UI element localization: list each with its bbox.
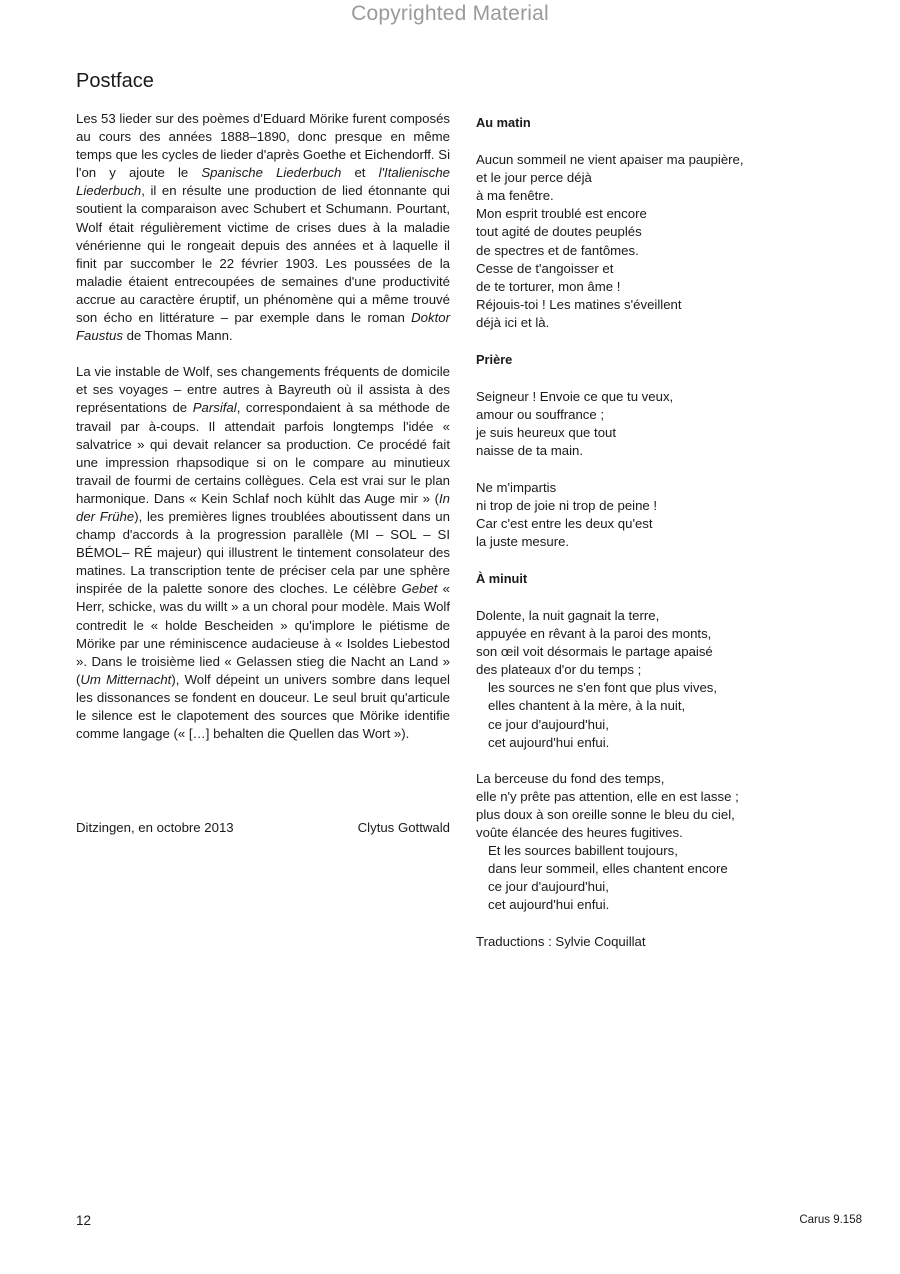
poem-line: je suis heureux que tout (476, 425, 617, 441)
italic-title: Um Mitternacht (80, 671, 172, 687)
italic-title: In der Frühe (76, 490, 450, 524)
poem-line: appuyée en rêvant à la paroi des monts, (476, 626, 712, 642)
poem-line: Aucun sommeil ne vient apaiser ma paupière, (476, 152, 744, 168)
poem (476, 114, 806, 332)
text-run: , correspondaient à sa méthode de travail par à-coups. Il attendait parfois longtemps l'idée « salvatrice » qui devait relancer sa production. Ce procédé fait une impression rhapsodique si on le compare au minutieux travail de fourmi de certains collègues. Cela est vrai sur le plan harmonique. Dans « Kein Schlaf noch kühlt das Auge mir » ( (76, 400, 450, 506)
catalog-reference: Carus 9.158 (799, 1214, 862, 1226)
page-number: 12 (76, 1213, 92, 1228)
copyright-watermark: Copyrighted Material (351, 2, 549, 25)
poem-line: Cesse de t'angoisser et (476, 260, 614, 276)
stanza (476, 770, 806, 915)
italic-title: Spanische Liederbuch (201, 165, 342, 181)
poem-line: les sources ne s'en font que plus vives, (488, 680, 718, 696)
text-run: Les 53 lieder sur des poèmes d'Eduard Mörike furent composés au cours des années 1888–1890, donc presque en même temps que les cycles de lieder d'après Goethe et Eichendorff. Si l'on y ajoute le (76, 111, 450, 181)
page-title: Postface (76, 70, 154, 92)
author-name: Clytus Gottwald (357, 820, 450, 835)
text-run: de Thomas Mann. (122, 328, 233, 344)
poem-line: Ne m'impartis (476, 479, 557, 495)
poem-line: ce jour d'aujourd'hui, (488, 879, 609, 895)
italic-title: Gebet (401, 581, 438, 597)
postface-text (76, 110, 450, 761)
poem-line: Seigneur ! Envoie ce que tu veux, (476, 389, 674, 405)
poem-line: cet aujourd'hui enfui. (488, 897, 610, 913)
poem-line: Et les sources babillent toujours, (488, 843, 678, 859)
italic-title: Doktor Faustus (76, 310, 450, 344)
paragraph-2 (76, 363, 450, 743)
poem-line: cet aujourd'hui enfui. (488, 734, 610, 750)
poem (476, 570, 806, 915)
text-run: ), Wolf dépeint un univers sombre dans lequel les dissonances se fondent en douceur. Le seul bruit qu'articule le silence est le clapotement des sources que Mörike identifie comme langage (« […] behalten die Quellen das Wort »). (76, 671, 450, 742)
poem-title: Prière (476, 352, 513, 368)
poem-line: Mon esprit troublé est encore (476, 206, 647, 222)
poem-line: de spectres et de fantômes. (476, 242, 639, 258)
text-run: , il en résulte une production de lied étonnante qui soutient la comparaison avec Schubert et Schumann. Pourtant, Wolf était régulièrement victime de crises dues à la maladie vénérienne qui le rongeait depuis des années et à laquelle il finit par succomber le 22 février 1903. Les poussées de la maladie étaient entrecoupées de semaines d'une productivité accrue au caractère éruptif, un phénomène qui a même trouvé son écho en littérature – par exemple dans le roman (76, 183, 450, 326)
poem (476, 351, 806, 551)
poem-line: voûte élancée des heures fugitives. (476, 825, 683, 840)
poem-translations (476, 114, 806, 952)
poem-line: son œil voit désormais le partage apaisé (476, 644, 713, 660)
poem-line: elle n'y prête pas attention, elle en est lasse ; (476, 788, 739, 804)
stanza (476, 388, 806, 460)
poem-line: déjà ici et là. (476, 314, 550, 330)
stanza (476, 607, 806, 752)
poem-line: de te torturer, mon âme ! (476, 278, 621, 294)
text-run: La vie instable de Wolf, ses changements fréquents de domicile et ses voyages – entre autres à Bayreuth où il assista à des représentations de (76, 364, 450, 416)
poem-line: dans leur sommeil, elles chantent encore (488, 861, 728, 877)
poem-line: et le jour perce déjà (476, 170, 592, 186)
poem-line: plus doux à son oreille sonne le bleu du ciel, (476, 806, 735, 822)
poem-line: naisse de ta main. (476, 443, 584, 459)
poem-line: ni trop de joie ni trop de peine ! (476, 497, 658, 513)
poem-line: la juste mesure. (476, 533, 570, 549)
paragraph-1 (76, 110, 450, 345)
italic-title: Parsifal (192, 400, 237, 416)
poem-line: amour ou souffrance ; (476, 407, 605, 423)
text-run: « Herr, schicke, was du willt » a un choral pour modèle. Mais Wolf contredit le « holde Bescheiden » qu'implore le piétisme de Mörike par une réminiscence audacieuse à « Isoldes Liebestod ». Dans le troisième lied « Gelassen stieg die Nacht an Land » ( (76, 581, 450, 687)
text-run: et (341, 165, 379, 181)
stanza (476, 479, 806, 551)
poem-line: Car c'est entre les deux qu'est (476, 515, 653, 531)
poem-title: À minuit (476, 570, 528, 586)
poem-line: à ma fenêtre. (476, 188, 554, 204)
italic-title: l'Italienische Liederbuch (76, 165, 451, 199)
poem-list (476, 114, 806, 914)
signature-line (76, 820, 450, 835)
poem-line: Dolente, la nuit gagnait la terre, (476, 607, 660, 623)
poem-line: des plateaux d'or du temps ; (476, 662, 642, 678)
poem-title: Au matin (476, 115, 531, 130)
poem-line: Réjouis-toi ! Les matines s'éveillent (476, 296, 682, 312)
place-date: Ditzingen, en octobre 2013 (76, 820, 234, 835)
poem-line: La berceuse du fond des temps, (476, 770, 665, 786)
poem-line: ce jour d'aujourd'hui, (488, 716, 609, 732)
text-run: ), les premières lignes troublées aboutissent dans un champ d'accords à la progression parallèle (MI – SOL – SI BÉMOL– RÉ majeur) qui illustrent le tintement consolateur des matines. La transcription tente de préciser cela par une sphère inspirée de la palette sonore des cloches. Le célèbre (76, 508, 450, 597)
translation-credit: Traductions : Sylvie Coquillat (476, 934, 646, 950)
stanza (476, 151, 806, 332)
poem-line: tout agité de doutes peuplés (476, 224, 642, 240)
poem-line: elles chantent à la mère, à la nuit, (488, 698, 686, 714)
